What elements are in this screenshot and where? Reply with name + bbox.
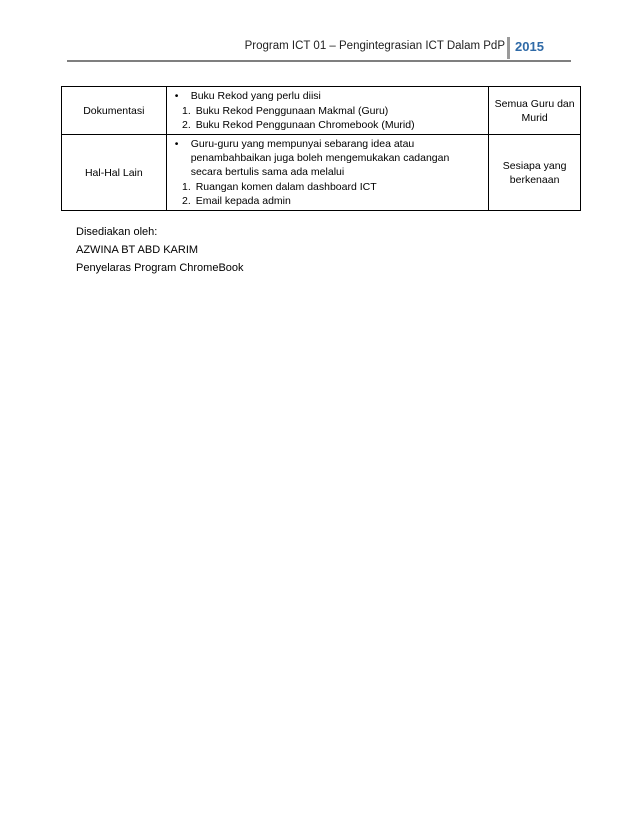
responsible-cell: Sesiapa yang berkenaan — [489, 135, 581, 211]
table-row — [62, 135, 581, 211]
list-item: 2. Buku Rekod Penggunaan Chromebook (Murid) — [194, 118, 484, 132]
category-cell: Dokumentasi — [62, 87, 167, 135]
list-item: 2. Email kepada admin — [194, 194, 484, 208]
bullet-item — [172, 137, 484, 179]
bullet-text: Guru-guru yang mempunyai sebarang idea atau penambahbaikan juga boleh mengemukakan cadangan secara bertulis sama ada melalui — [190, 138, 450, 178]
table-row — [62, 87, 581, 135]
header-title: Program ICT 01 – Pengintegrasian ICT Dalam PdP — [244, 40, 505, 52]
header-separator — [507, 37, 510, 59]
header-rule — [67, 60, 571, 62]
numbered-list — [172, 180, 484, 208]
details-cell — [166, 135, 489, 211]
list-item: 1. Buku Rekod Penggunaan Makmal (Guru) — [194, 104, 484, 118]
bullet-item — [172, 89, 484, 103]
bullet-text: Buku Rekod yang perlu diisi — [190, 90, 321, 102]
responsible-cell: Semua Guru dan Murid — [489, 87, 581, 135]
header-year: 2015 — [515, 39, 544, 54]
numbered-list — [172, 104, 484, 132]
preparer-position: Penyelaras Program ChromeBook — [76, 262, 244, 274]
page-header — [0, 37, 638, 59]
category-cell: Hal-Hal Lain — [62, 135, 167, 211]
details-cell — [166, 87, 489, 135]
bullet-icon: • — [174, 90, 179, 102]
plan-table — [61, 86, 581, 211]
preparer-name: AZWINA BT ABD KARIM — [76, 244, 199, 256]
signoff-block — [76, 223, 244, 277]
bullet-icon: • — [174, 138, 179, 150]
list-item: 1. Ruangan komen dalam dashboard ICT — [194, 180, 484, 194]
prepared-by-label: Disediakan oleh: — [76, 226, 158, 238]
